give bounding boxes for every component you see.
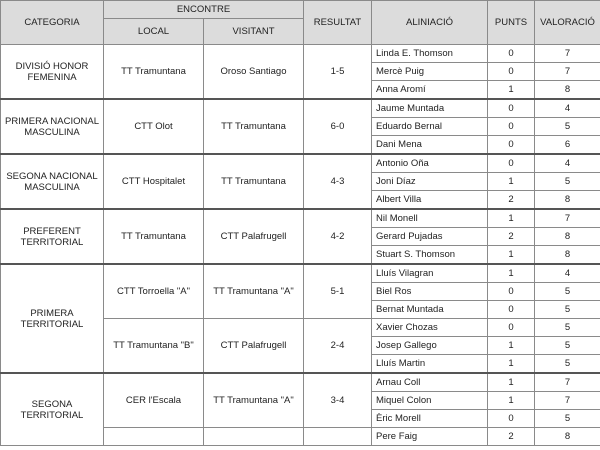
punts-cell: 0: [488, 319, 535, 337]
valoracio-cell: 7: [535, 45, 600, 63]
punts-cell: 1: [488, 209, 535, 228]
local-cell: TT Tramuntana: [104, 45, 204, 100]
header-encontre: ENCONTRE: [104, 1, 304, 19]
valoracio-cell: 4: [535, 154, 600, 173]
player-name-cell: Miquel Colon: [372, 392, 488, 410]
valoracio-cell: 5: [535, 319, 600, 337]
header-local: LOCAL: [104, 19, 204, 45]
header-alineacio: ALINIACIÓ: [372, 1, 488, 45]
punts-cell: 2: [488, 191, 535, 210]
valoracio-cell: 8: [535, 246, 600, 265]
visitant-cell: TT Tramuntana: [204, 99, 304, 154]
resultat-cell: 3-4: [304, 373, 372, 428]
results-body: [1, 45, 600, 446]
valoracio-cell: 5: [535, 355, 600, 374]
player-name-cell: Lluís Martin: [372, 355, 488, 374]
punts-cell: 0: [488, 283, 535, 301]
punts-cell: 0: [488, 136, 535, 155]
table-row: [1, 209, 600, 228]
resultat-cell: 5-1: [304, 264, 372, 319]
table-row: [1, 154, 600, 173]
player-name-cell: Albert Villa: [372, 191, 488, 210]
player-name-cell: Eduardo Bernal: [372, 118, 488, 136]
player-name-cell: Arnau Coll: [372, 373, 488, 392]
visitant-cell: Oroso Santiago: [204, 45, 304, 100]
table-row: [1, 373, 600, 392]
punts-cell: 0: [488, 63, 535, 81]
punts-cell: 1: [488, 264, 535, 283]
table-row: [1, 99, 600, 118]
punts-cell: 2: [488, 228, 535, 246]
valoracio-cell: 7: [535, 392, 600, 410]
punts-cell: 2: [488, 428, 535, 446]
valoracio-cell: 5: [535, 173, 600, 191]
valoracio-cell: 7: [535, 373, 600, 392]
punts-cell: 0: [488, 301, 535, 319]
resultat-cell: 2-4: [304, 319, 372, 374]
header-categoria: CATEGORIA: [1, 1, 104, 45]
resultat-cell: [304, 428, 372, 446]
resultat-cell: 1-5: [304, 45, 372, 100]
valoracio-cell: 8: [535, 428, 600, 446]
table-row: [1, 264, 600, 283]
punts-cell: 1: [488, 81, 535, 100]
valoracio-cell: 5: [535, 410, 600, 428]
valoracio-cell: 8: [535, 228, 600, 246]
local-cell: TT Tramuntana: [104, 209, 204, 264]
visitant-cell: CTT Palafrugell: [204, 319, 304, 374]
player-name-cell: Xavier Chozas: [372, 319, 488, 337]
resultat-cell: 4-2: [304, 209, 372, 264]
player-name-cell: Bernat Muntada: [372, 301, 488, 319]
valoracio-cell: 8: [535, 191, 600, 210]
visitant-cell: TT Tramuntana "A": [204, 264, 304, 319]
valoracio-cell: 4: [535, 99, 600, 118]
valoracio-cell: 5: [535, 301, 600, 319]
visitant-cell: [204, 428, 304, 446]
player-name-cell: Èric Morell: [372, 410, 488, 428]
player-name-cell: Jaume Muntada: [372, 99, 488, 118]
resultat-cell: 6-0: [304, 99, 372, 154]
valoracio-cell: 7: [535, 209, 600, 228]
punts-cell: 0: [488, 45, 535, 63]
punts-cell: 0: [488, 154, 535, 173]
punts-cell: 0: [488, 410, 535, 428]
valoracio-cell: 7: [535, 63, 600, 81]
punts-cell: 1: [488, 355, 535, 374]
punts-cell: 0: [488, 99, 535, 118]
player-name-cell: Linda E. Thomson: [372, 45, 488, 63]
player-name-cell: Mercè Puig: [372, 63, 488, 81]
punts-cell: 1: [488, 173, 535, 191]
valoracio-cell: 8: [535, 81, 600, 100]
local-cell: TT Tramuntana "B": [104, 319, 204, 374]
player-name-cell: Stuart S. Thomson: [372, 246, 488, 265]
player-name-cell: Joni Díaz: [372, 173, 488, 191]
category-cell: PRIMERA TERRITORIAL: [1, 264, 104, 373]
category-cell: SEGONA TERRITORIAL: [1, 373, 104, 446]
visitant-cell: TT Tramuntana: [204, 154, 304, 209]
player-name-cell: Anna Aromí: [372, 81, 488, 100]
valoracio-cell: 4: [535, 264, 600, 283]
header-punts: PUNTS: [488, 1, 535, 45]
player-name-cell: Josep Gallego: [372, 337, 488, 355]
player-name-cell: Gerard Pujadas: [372, 228, 488, 246]
player-name-cell: Antonio Oña: [372, 154, 488, 173]
category-cell: PRIMERA NACIONAL MASCULINA: [1, 99, 104, 154]
header-visitant: VISITANT: [204, 19, 304, 45]
category-cell: PREFERENT TERRITORIAL: [1, 209, 104, 264]
player-name-cell: Nil Monell: [372, 209, 488, 228]
category-cell: SEGONA NACIONAL MASCULINA: [1, 154, 104, 209]
punts-cell: 1: [488, 337, 535, 355]
punts-cell: 1: [488, 246, 535, 265]
resultat-cell: 4-3: [304, 154, 372, 209]
category-cell: DIVISIÓ HONOR FEMENINA: [1, 45, 104, 100]
valoracio-cell: 5: [535, 118, 600, 136]
visitant-cell: CTT Palafrugell: [204, 209, 304, 264]
player-name-cell: Biel Ros: [372, 283, 488, 301]
table-row: [1, 45, 600, 63]
local-cell: CTT Olot: [104, 99, 204, 154]
valoracio-cell: 6: [535, 136, 600, 155]
player-name-cell: Lluís Vilagran: [372, 264, 488, 283]
player-name-cell: Dani Mena: [372, 136, 488, 155]
valoracio-cell: 5: [535, 283, 600, 301]
header-resultat: RESULTAT: [304, 1, 372, 45]
valoracio-cell: 5: [535, 337, 600, 355]
punts-cell: 0: [488, 118, 535, 136]
local-cell: CTT Torroella "A": [104, 264, 204, 319]
punts-cell: 1: [488, 392, 535, 410]
punts-cell: 1: [488, 373, 535, 392]
header-valoracio: VALORACIÓ: [535, 1, 600, 45]
local-cell: CTT Hospitalet: [104, 154, 204, 209]
player-name-cell: Pere Faig: [372, 428, 488, 446]
visitant-cell: TT Tramuntana "A": [204, 373, 304, 428]
local-cell: CER l'Escala: [104, 373, 204, 428]
local-cell: [104, 428, 204, 446]
